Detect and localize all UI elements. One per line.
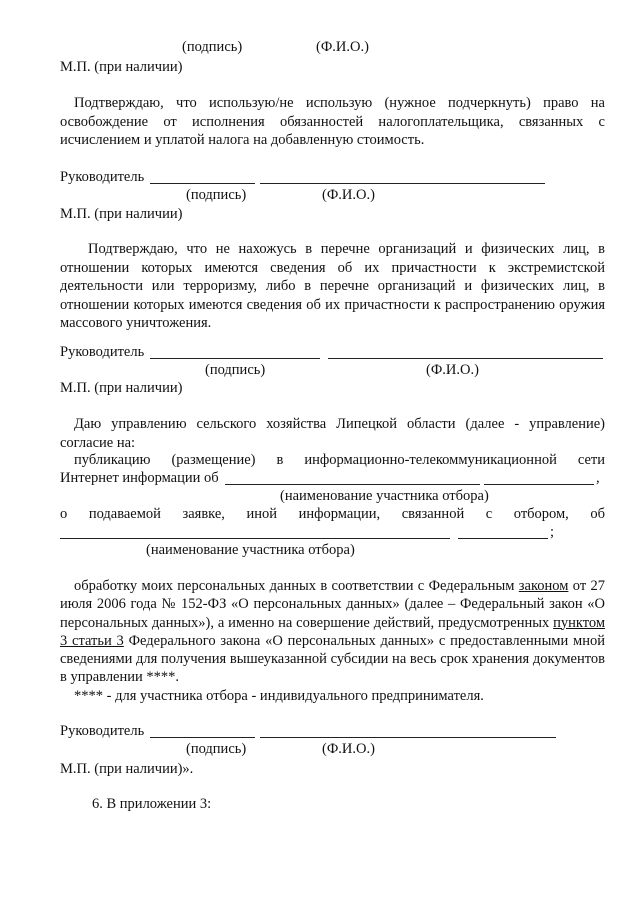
signature-caption: (подпись) (186, 187, 247, 203)
signature-caption: (подпись) (205, 362, 266, 378)
signature-caption: (подпись) (186, 741, 247, 757)
article-link[interactable]: пунктом 3 статьи 3 (60, 614, 605, 649)
extremism-paragraph: Подтверждаю, что не нахожусь в перечне организаций и физических лиц, в отношении которых имеются сведения об их причастности к экстремистской деятельности или терроризму, либо в перечне организаций и физических лиц, в отношении которых имеются сведения об их причастности к распространению оружия массового уничтожения. (60, 241, 605, 331)
comma: , (596, 470, 600, 486)
personal-data-text: обработку моих персональных данных в соответствии с Федеральным (74, 578, 519, 594)
participant-name-line (60, 538, 450, 539)
manager-label: Руководитель (60, 723, 145, 739)
fullname-line (260, 183, 545, 184)
consent-intro: Даю управлению сельского хозяйства Липецкой области (далее - управление) согласие на: (60, 416, 605, 451)
participant-name-caption: (наименование участника отбора) (280, 488, 489, 504)
fullname-caption: (Ф.И.О.) (316, 39, 369, 55)
participant-name-line (225, 484, 480, 485)
publication-line: публикацию (размещение) в информационно-телекоммуникационной сети (74, 452, 605, 468)
fullname-caption: (Ф.И.О.) (426, 362, 479, 378)
signature-line (150, 183, 255, 184)
signature-line (150, 358, 320, 359)
participant-name-line-2 (484, 484, 594, 485)
internet-info-label: Интернет информации об (60, 470, 219, 486)
stamp-note: М.П. (при наличии) (60, 206, 183, 222)
signature-line (150, 737, 255, 738)
stamp-note: М.П. (при наличии) (60, 59, 183, 75)
manager-label: Руководитель (60, 169, 145, 185)
personal-data-text: Федерального закона «О персональных данных» с предоставленными мной сведениями для получения вышеуказанной субсидии на весь срок хранения документов в управлении ****. (60, 632, 605, 686)
personal-data-paragraph (60, 577, 605, 687)
manager-label: Руководитель (60, 344, 145, 360)
semicolon: ; (550, 524, 555, 540)
fullname-caption: (Ф.И.О.) (322, 741, 375, 757)
footnote: **** - для участника отбора - индивидуального предпринимателя. (74, 688, 484, 704)
law-link[interactable]: законом (518, 578, 569, 594)
application-info-line: о подаваемой заявке, иной информации, связанной с отбором, об (60, 506, 605, 522)
signature-caption: (подпись) (182, 39, 243, 55)
fullname-line (260, 737, 556, 738)
stamp-note: М.П. (при наличии) (60, 380, 183, 396)
personal-data-text: от 27 июля 2006 года № 152-ФЗ «О персональных данных» (далее – Федеральный закон «О персональных данных»), а именно на совершение действий, предусмотренных (60, 578, 605, 631)
stamp-note: М.П. (при наличии)». (60, 761, 194, 777)
fullname-line (328, 358, 603, 359)
participant-name-caption: (наименование участника отбора) (146, 542, 355, 558)
fullname-caption: (Ф.И.О.) (322, 187, 375, 203)
vat-exemption-paragraph: Подтверждаю, что использую/не использую (нужное подчеркнуть) право на освобождение от исполнения обязанностей налогоплательщика, связанных с исчислением и уплатой налога на добавленную стоимость. (60, 95, 605, 148)
appendix-heading: 6. В приложении 3: (92, 796, 212, 812)
participant-name-line-2 (458, 538, 548, 539)
